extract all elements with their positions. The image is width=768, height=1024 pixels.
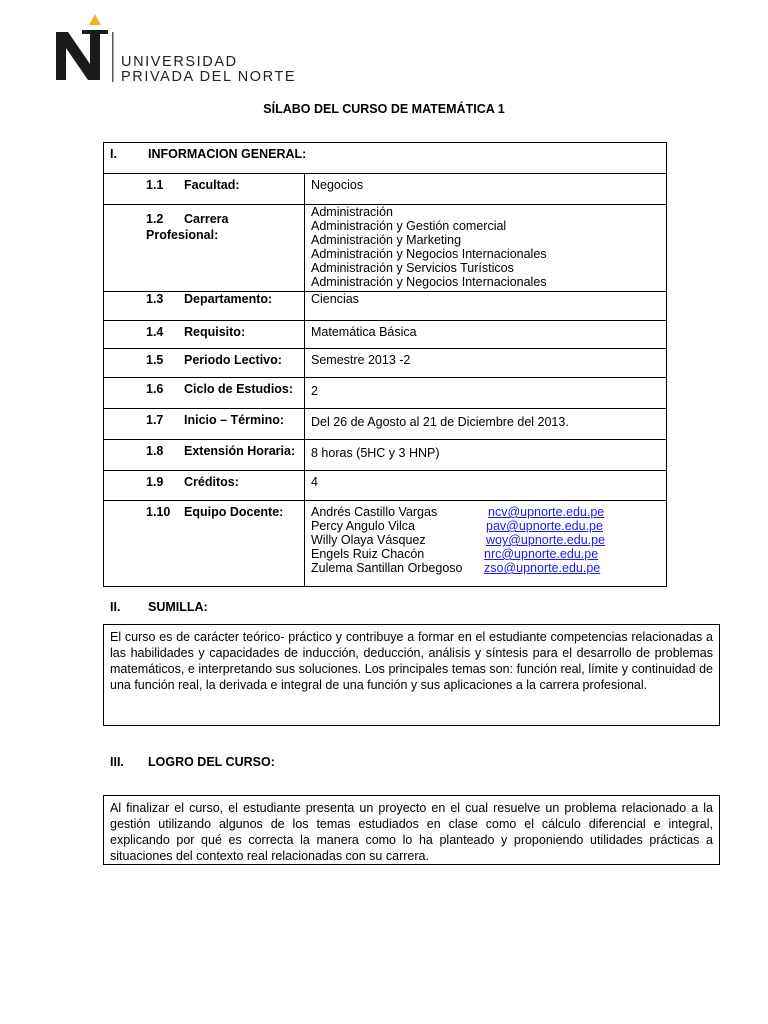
logro-section-title (110, 755, 275, 769)
teacher-name: Engels Ruiz Chacón (311, 547, 425, 561)
table-row: 1.5 Periodo Lectivo: Semestre 2013 -2 (104, 349, 667, 378)
teacher-email-link[interactable]: zso@upnorte.edu.pe (484, 561, 601, 575)
row-label: Ciclo de Estudios: (184, 382, 294, 396)
table-row: 1.8 Extensión Horaria: 8 horas (5HC y 3 HNP) (104, 440, 667, 471)
university-name (121, 55, 296, 85)
section-heading: LOGRO DEL CURSO: (148, 755, 275, 769)
table-row: 1.7 Inicio – Término: Del 26 de Agosto al 21 de Diciembre del 2013. (104, 409, 667, 440)
university-name-line1: UNIVERSIDAD (121, 54, 238, 70)
row-label: Equipo Docente: (184, 505, 284, 519)
row-value: Del 26 de Agosto al 21 de Diciembre del 2013. (305, 409, 667, 440)
table-row: 1.2 Carrera Profesional: Administración Administración y Gestión comercial Administración y Marketing Administración y Negocios Internacionales Administración y Servicios Turísticos Administración y Negocios Internacionales (104, 205, 667, 292)
row-value: Matemática Básica (305, 321, 667, 349)
sumilla-text: El curso es de carácter teórico- práctico y contribuye a formar en el estudiante competencias relacionadas a las habilidades y capacidades de inducción, deducción, análisis y síntesis para el desarrollo de problemas matemáticos, e interpretando sus soluciones. Los principales temas son: función real, límite y continuidad de una función real, la derivada e integral de una función y sus aplicaciones a la carrera profesional. (110, 630, 713, 692)
row-label: Inicio – Término: (184, 413, 285, 427)
teaching-team (305, 501, 667, 587)
section-number: II. (110, 600, 121, 614)
table-row: 1.1 Facultad: Negocios (104, 174, 667, 205)
list-item (311, 561, 660, 575)
row-value: 8 horas (5HC y 3 HNP) (305, 440, 667, 471)
list-item (311, 519, 660, 533)
row-value: 4 (305, 471, 667, 501)
table-row: 1.9 Créditos: 4 (104, 471, 667, 501)
teacher-email-link[interactable]: nrc@upnorte.edu.pe (484, 547, 599, 561)
sumilla-section-title (110, 600, 208, 614)
teacher-email-link[interactable]: ncv@upnorte.edu.pe (488, 505, 605, 519)
section-heading: INFORMACION GENERAL: (148, 147, 307, 161)
row-label: Facultad: (184, 178, 240, 192)
teacher-email-link[interactable]: woy@upnorte.edu.pe (486, 533, 606, 547)
teacher-email-link[interactable]: pav@upnorte.edu.pe (486, 519, 603, 533)
row-label: Requisito: (184, 325, 246, 339)
university-name-line2: PRIVADA DEL NORTE (121, 69, 297, 85)
logo-accent-bar (82, 30, 108, 34)
logro-box (103, 795, 720, 865)
teacher-name: Percy Angulo Vilca (311, 519, 415, 533)
row-label: Departamento: (184, 292, 273, 306)
table-row: 1.3 Departamento: Ciencias (104, 292, 667, 321)
row-value: Semestre 2013 -2 (305, 349, 667, 378)
row-label: Carrera Profesional: (146, 212, 229, 242)
section-number: III. (110, 755, 124, 769)
list-item (311, 533, 660, 547)
table-row: 1.6 Ciclo de Estudios: 2 (104, 378, 667, 409)
row-value: Ciencias (305, 292, 667, 321)
list-item (311, 547, 660, 561)
row-label: Periodo Lectivo: (184, 353, 282, 367)
sumilla-box (103, 624, 720, 726)
general-info-table (103, 142, 667, 587)
list-item (311, 505, 660, 519)
row-value: Administración Administración y Gestión comercial Administración y Marketing Administración y Negocios Internacionales Administración y Servicios Turísticos Administración y Negocios Internacionales (305, 205, 667, 292)
row-value: Negocios (305, 174, 667, 205)
logo-accent-mark (89, 14, 101, 25)
page-title: SÍLABO DEL CURSO DE MATEMÁTICA 1 (263, 102, 505, 116)
table-row: 1.4 Requisito: Matemática Básica (104, 321, 667, 349)
section-heading: SUMILLA: (148, 600, 208, 614)
teacher-name: Willy Olaya Vásquez (311, 533, 426, 547)
teacher-name: Andrés Castillo Vargas (311, 505, 438, 519)
section-number: I. (110, 147, 117, 161)
row-label: Extensión Horaria: (184, 444, 296, 458)
logo-divider (112, 32, 114, 82)
table-row: 1.10 Equipo Docente: Andrés Castillo Vargas ncv@upnorte.edu.pe Percy Angulo Vilca pav@upnorte.edu.pe Willy Olaya Vásquez woy@upnorte.edu.pe Engels Ruiz Chacón nrc@upnorte.edu.pe Zulema Santillan Orbegoso zso@upnorte.edu.pe (104, 501, 667, 587)
general-info-heading-row (104, 143, 667, 174)
row-label: Créditos: (184, 475, 239, 489)
logo-n-mark (56, 32, 100, 80)
teacher-name: Zulema Santillan Orbegoso (311, 561, 463, 575)
row-value: 2 (305, 378, 667, 409)
logro-text: Al finalizar el curso, el estudiante presenta un proyecto en el cual resuelve un problema relacionado a la gestión utilizando algunos de los temas estudiados en clase como el cálculo diferencial e integral, explicando por qué es correcta la manera como lo ha planteado y proponiendo utilidades prácticas a situaciones del contexto real relacionadas con su carrera. (110, 801, 713, 863)
